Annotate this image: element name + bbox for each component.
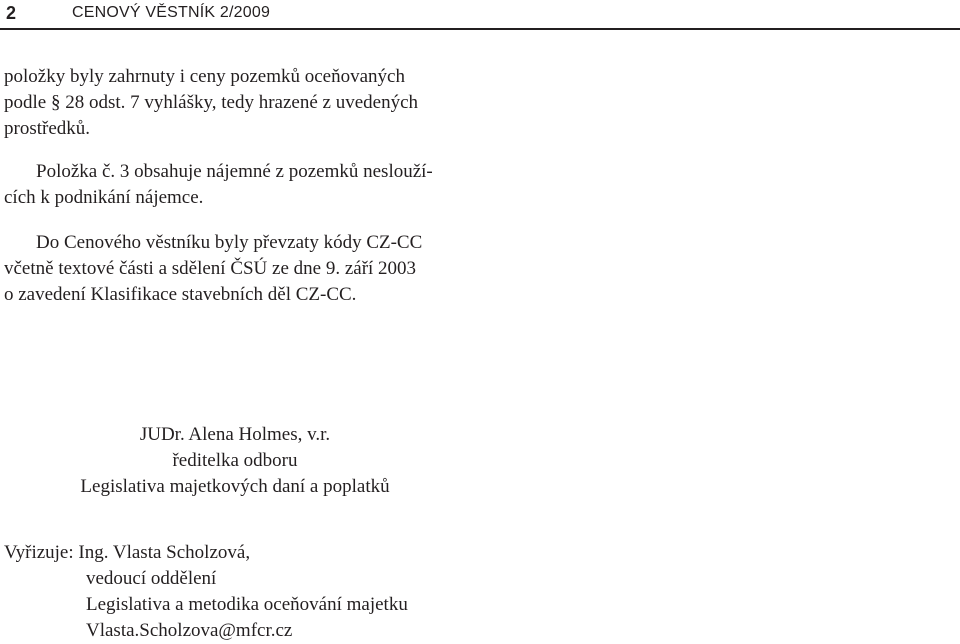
contact-person: Vyřizuje: Ing. Vlasta Scholzová,	[4, 542, 251, 563]
contact-position: vedoucí oddělení	[86, 568, 217, 589]
header-rule	[0, 28, 960, 30]
paragraph-item-3	[4, 159, 433, 211]
signatory-role: ředitelka odboru	[172, 450, 298, 471]
paragraph-line: položky byly zahrnuty i ceny pozemků oceňovaných	[4, 66, 405, 87]
paragraph-line: cích k podnikání nájemce.	[4, 187, 204, 208]
paragraph-line: včetně textové části a sdělení ČSÚ ze dne 9. září 2003	[4, 258, 417, 279]
paragraph-line: prostředků.	[4, 118, 91, 139]
signature-block	[64, 422, 406, 500]
page-number: 2	[6, 3, 17, 23]
paragraph-funding	[4, 64, 418, 142]
journal-title: CENOVÝ VĚSTNÍK 2/2009	[72, 4, 271, 21]
paragraph-line: podle § 28 odst. 7 vyhlášky, tedy hrazené z uvedených	[4, 92, 419, 113]
paragraph-line: o zavedení Klasifikace stavebních děl CZ-CC.	[4, 284, 357, 305]
signatory-name: JUDr. Alena Holmes, v.r.	[139, 424, 331, 445]
contact-department: Legislativa a metodika oceňování majetku	[86, 594, 408, 615]
paragraph-line: Položka č. 3 obsahuje nájemné z pozemků neslouží-	[36, 161, 433, 182]
contact-block	[4, 540, 408, 644]
page-header	[0, 0, 960, 32]
paragraph-classification	[4, 230, 422, 308]
contact-email[interactable]: Vlasta.Scholzova@mfcr.cz	[86, 620, 293, 641]
signatory-department: Legislativa majetkových daní a poplatků	[80, 476, 390, 497]
paragraph-line: Do Cenového věstníku byly převzaty kódy CZ-CC	[36, 232, 423, 253]
